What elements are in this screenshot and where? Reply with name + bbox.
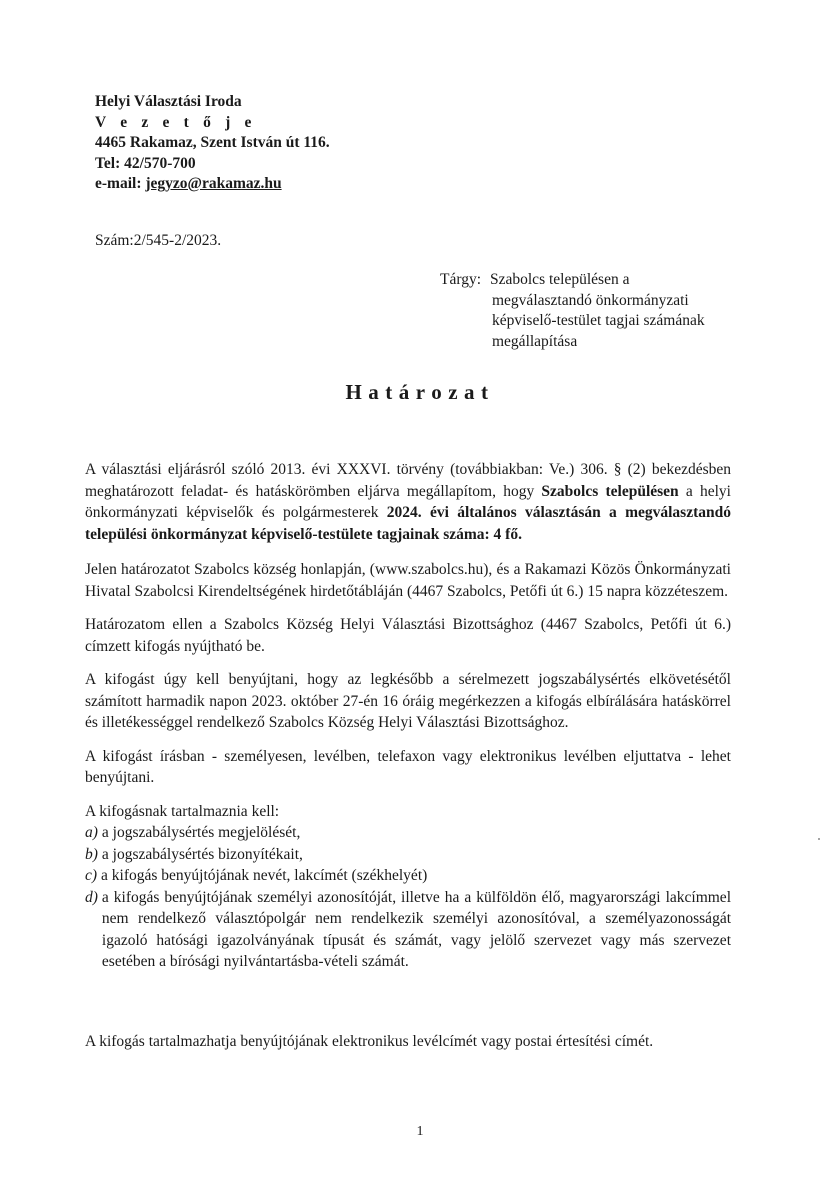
office-email-line	[95, 174, 330, 195]
paragraph-submission: A kifogást írásban - személyesen, levélben, telefaxon vagy elektronikus levélben eljuttatva - lehet benyújtani.	[85, 747, 731, 786]
subject-block	[440, 270, 770, 352]
scan-speck	[818, 838, 820, 840]
list-item-text: a jogszabálysértés megjelölését,	[101, 824, 301, 841]
decision-text-settlement: Szabolcs településen	[541, 482, 679, 500]
decision-text-c: a helyi önkormányzati képviselők és polgármesterek	[85, 482, 731, 521]
paragraph-appeal: Határozatom ellen a Szabolcs Község Helyi Választási Bizottsághoz (4467 Szabolcs, Petőfi út 6.) címzett kifogás nyújtható be.	[85, 616, 731, 655]
reference-number: Szám:2/545-2/2023.	[95, 232, 222, 249]
subject-line-2: megválasztandó önkormányzati	[492, 291, 689, 309]
email-link[interactable]: jegyzo@rakamaz.hu	[145, 175, 282, 192]
office-address: 4465 Rakamaz, Szent István út 116.	[95, 134, 330, 151]
list-item-text: a kifogás benyújtójának nevét, lakcímét (székhelyét)	[101, 867, 428, 884]
list-intro: A kifogásnak tartalmaznia kell:	[85, 802, 280, 820]
paragraph-publication: Jelen határozatot Szabolcs község honlapján, (www.szabolcs.hu), és a Rakamazi Közös Önkormányzati Hivatal Szabolcsi Kirendeltségének hirdetőtábláján (4467 Szabolcs, Petőfi út 6.) 15 napra közzéteszem.	[85, 561, 731, 600]
subject-line-1: Szabolcs településen a	[490, 271, 630, 288]
list-marker: d)	[85, 888, 98, 906]
office-name: Helyi Választási Iroda	[95, 93, 242, 110]
subject-label: Tárgy:	[440, 271, 482, 288]
paragraph-deadline: A kifogást úgy kell benyújtani, hogy az legkésőbb a sérelmezett jogszabálysértés elkövetésétől számított harmadik napon 2023. október 27-én 16 óráig megérkezzen a kifogás elbírálására hatáskörrel és illetékességgel rendelkező Szabolcs Község Helyi Választási Bizottsághoz.	[85, 671, 731, 731]
list-item-text: a jogszabálysértés bizonyítékait,	[101, 845, 303, 863]
subject-line-3: képviselő-testület tagjai számának	[492, 312, 705, 329]
subject-line-4: megállapítása	[492, 332, 578, 350]
page-number: 1	[416, 1124, 424, 1139]
document-title: Határozat	[345, 380, 495, 404]
list-item	[85, 844, 731, 866]
final-note: A kifogás tartalmazhatja benyújtójának elektronikus levélcímét vagy postai értesítési címét.	[85, 1033, 654, 1050]
decision-text-result: 2024. évi általános választásán a megválasztandó települési önkormányzat képviselő-testülete tagjainak száma: 4 fő.	[85, 504, 731, 543]
decision-text-a: A választási eljárásról szóló 2013. évi XXXVI. törvény (továbbiakban: Ve.) 306. § (2) bekezdésben meghatározott feladat- és hatáskörömben eljárva megállapítom, hogy	[85, 461, 731, 500]
list-marker: c)	[85, 867, 98, 884]
office-phone: Tel: 42/570-700	[95, 154, 196, 172]
list-marker: b)	[85, 845, 98, 863]
list-marker: a)	[85, 824, 98, 841]
requirements-list	[85, 822, 731, 973]
paragraph-decision	[85, 459, 731, 545]
document-body	[85, 459, 731, 973]
list-item	[85, 865, 731, 887]
list-item-text: a kifogás benyújtójának személyi azonosítóját, illetve ha a külföldön élő, magyarországi lakcímmel nem rendelkező választópolgár nem rendelkezik személyi azonosítóval, a személyazonosságát igazoló hatósági igazolványának típusát és számát, vagy jelölő szervezet vagy más szervezet esetében a bírósági nyilvántartásba-vételi számát.	[101, 888, 731, 970]
office-role: V e z e t ő j e	[95, 113, 257, 131]
email-label: e-mail:	[95, 175, 142, 192]
list-item	[85, 822, 731, 844]
letterhead	[95, 92, 330, 195]
list-item	[85, 887, 731, 973]
